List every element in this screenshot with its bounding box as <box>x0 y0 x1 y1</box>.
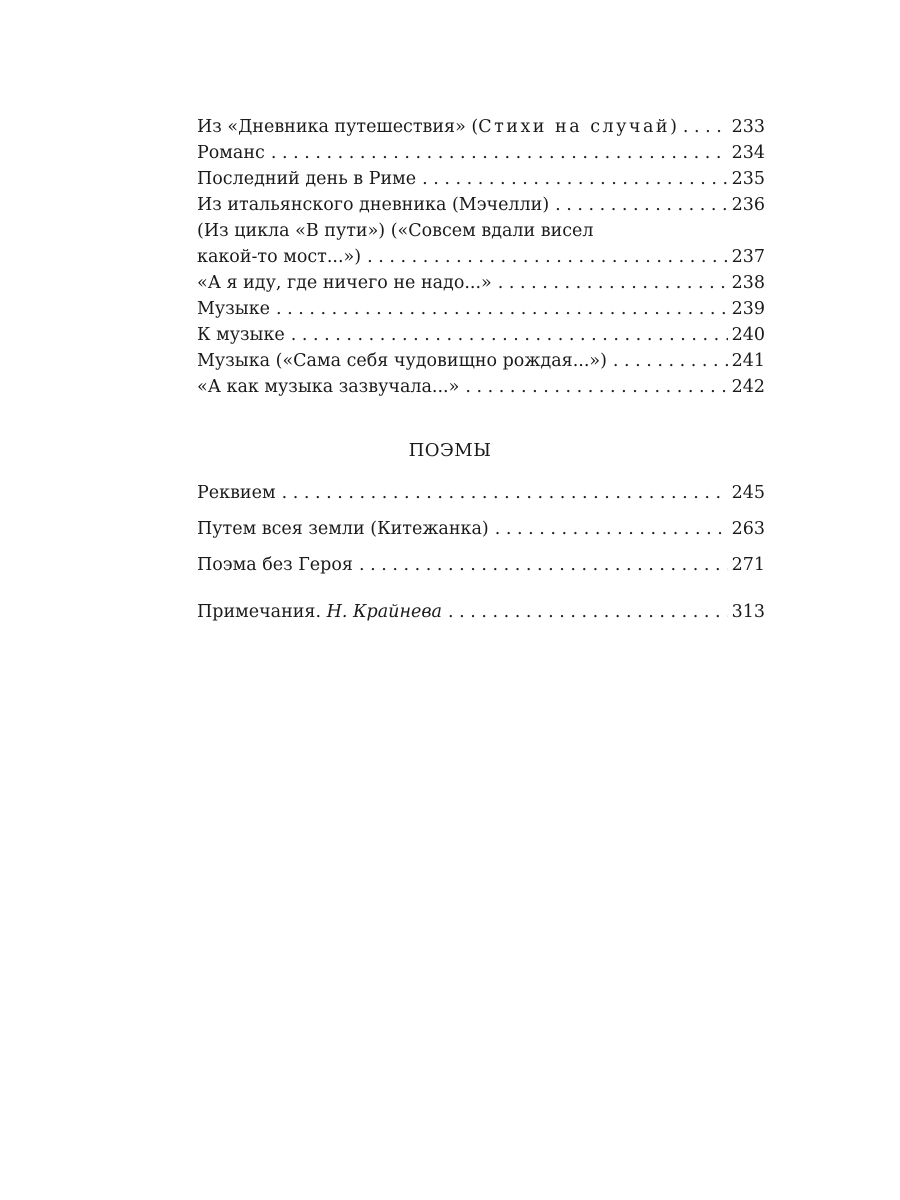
toc-entry-title: Последний день в Риме <box>197 169 417 189</box>
toc-entry-title-line1: (Из цикла «В пути») («Совсем вдали висел <box>197 221 594 241</box>
toc-entry-title: Из итальянского дневника (Мэчелли) <box>197 195 550 215</box>
dot-leader <box>683 114 728 140</box>
dot-leader <box>465 374 727 400</box>
toc-entry-title: «А как музыка зазвучала...» <box>197 377 460 397</box>
toc-list-poems <box>197 480 765 588</box>
toc-entry-notes[interactable] <box>197 599 765 625</box>
dot-leader <box>498 270 728 296</box>
toc-entry-title: Романс <box>197 143 265 163</box>
dot-leader <box>555 192 727 218</box>
dot-leader <box>359 552 728 578</box>
section-heading-poems: ПОЭМЫ <box>408 440 492 461</box>
toc-entry-page: 241 <box>731 351 765 371</box>
toc-list-notes <box>197 599 765 625</box>
toc-entry-title: Путем всея земли (Китежанка) <box>197 519 489 539</box>
dot-leader <box>282 480 728 506</box>
dot-leader <box>291 322 728 348</box>
toc-entry[interactable] <box>197 296 765 322</box>
toc-entry[interactable] <box>197 192 765 218</box>
toc-entry-title: Музыка («Сама себя чудовищно рождая...») <box>197 351 607 371</box>
toc-entry-page: 242 <box>731 377 765 397</box>
toc-entry-page: 245 <box>731 483 765 503</box>
toc-entry-multiline[interactable] <box>197 218 765 270</box>
toc-entry[interactable] <box>197 516 765 552</box>
dot-leader <box>613 348 728 374</box>
dot-leader <box>367 244 728 270</box>
toc-entry-page: 240 <box>731 325 765 345</box>
dot-leader <box>422 166 727 192</box>
toc-entry-page: 236 <box>731 195 765 215</box>
toc-entry-title-line2: какой-то мост...») <box>197 247 362 267</box>
dot-leader <box>271 140 728 166</box>
toc-entry-page: 237 <box>731 247 765 267</box>
toc-entry[interactable] <box>197 114 765 140</box>
toc-entry-page: 313 <box>731 602 765 622</box>
toc-entry[interactable] <box>197 166 765 192</box>
toc-entry-page: 235 <box>731 169 765 189</box>
toc-entry[interactable] <box>197 480 765 516</box>
toc-entry[interactable] <box>197 270 765 296</box>
toc-entry-page: 263 <box>731 519 765 539</box>
toc-entry-title <box>197 599 442 625</box>
toc-list-lyrics <box>197 114 765 400</box>
toc-entry-page: 271 <box>731 555 765 575</box>
toc-entry-page: 233 <box>731 117 765 137</box>
toc-entry-page: 239 <box>731 299 765 319</box>
toc-entry[interactable] <box>197 348 765 374</box>
toc-entry-title: Поэма без Героя <box>197 555 353 575</box>
dot-leader <box>276 296 728 322</box>
dot-leader <box>495 516 728 542</box>
toc-entry-title: Музыке <box>197 299 270 319</box>
toc-entry[interactable] <box>197 140 765 166</box>
toc-entry-title: Реквием <box>197 483 276 503</box>
notes-author: Н. Крайнева <box>326 602 442 622</box>
toc-entry-title: К музыке <box>197 325 285 345</box>
toc-entry-title: «А я иду, где ничего не надо...» <box>197 273 492 293</box>
dot-leader <box>448 599 728 625</box>
toc-entry-page: 238 <box>731 273 765 293</box>
toc-entry[interactable] <box>197 374 765 400</box>
toc-entry[interactable] <box>197 322 765 348</box>
toc-entry-title: Из «Дневника путешествия» (Стихи на случай) <box>197 117 677 137</box>
toc-entry-page: 234 <box>731 143 765 163</box>
toc-entry[interactable] <box>197 552 765 588</box>
notes-label: Примечания. <box>197 602 322 622</box>
